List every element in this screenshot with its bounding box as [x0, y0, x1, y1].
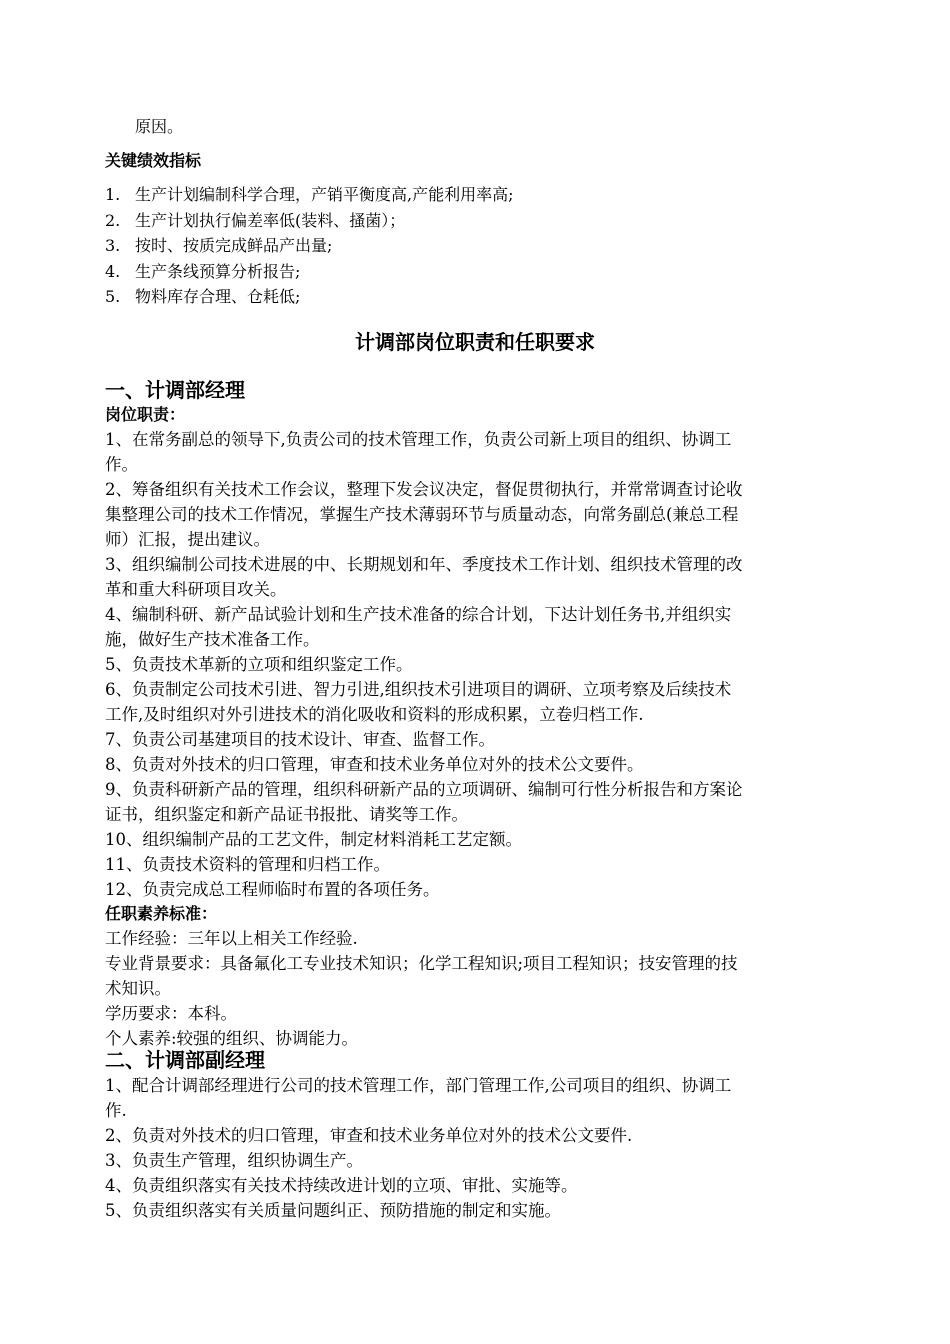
- duty-line: 工作,及时组织对外引进技术的消化吸收和资料的形成积累，立卷归档工作.: [105, 705, 644, 724]
- duty-line: 5、负责技术革新的立项和组织鉴定工作。: [105, 655, 413, 674]
- duty-line: 革和重大科研项目攻关。: [105, 580, 287, 599]
- duty-line: 9、负责科研新产品的管理，组织科研新产品的立项调研、编制可行性分析报告和方案论: [105, 780, 743, 799]
- kpi-item-number: 3.: [105, 236, 121, 255]
- duty-line: 8、负责对外技术的归口管理，审查和技术业务单位对外的技术公文要件。: [105, 755, 644, 774]
- duty-line: 施，做好生产技术准备工作。: [105, 630, 320, 649]
- duty-line: 4、编制科研、新产品试验计划和生产技术准备的综合计划，下达计划任务书,并组织实: [105, 605, 732, 624]
- duty-line: 11、负责技术资料的管理和归档工作。: [105, 855, 390, 874]
- section-heading-manager: 一、计调部经理: [105, 378, 245, 402]
- duty-line: 2、筹备组织有关技术工作会议，整理下发会议决定，督促贯彻执行，并常常调查讨论收: [105, 480, 743, 499]
- duty-line: 集整理公司的技术工作情况，掌握生产技术薄弱环节与质量动态，向常务副总(兼总工程: [105, 505, 739, 524]
- duty-line: 作.: [105, 1101, 127, 1120]
- kpi-item-text: 按时、按质完成鲜品产出量;: [135, 236, 333, 255]
- duty-line: 1、配合计调部经理进行公司的技术管理工作，部门管理工作,公司项目的组织、协调工: [105, 1076, 732, 1095]
- requirement-line: 专业背景要求：具备氟化工专业技术知识；化学工程知识;项目工程知识；技安管理的技: [105, 954, 738, 973]
- deputy-manager-duties: [105, 1073, 845, 1223]
- duties-label: 岗位职责：: [105, 405, 186, 424]
- kpi-item-number: 5.: [105, 287, 121, 306]
- manager-requirements: [105, 926, 845, 1051]
- duty-line: 作。: [105, 455, 138, 474]
- requirements-label: 任职素养标准：: [105, 904, 218, 923]
- kpi-item-number: 2.: [105, 210, 121, 230]
- duty-line: 7、负责公司基建项目的技术设计、审查、监督工作。: [105, 730, 495, 749]
- duty-line: 6、负责制定公司技术引进、智力引进,组织技术引进项目的调研、立项考察及后续技术: [105, 680, 732, 699]
- requirement-line: 工作经验：三年以上相关工作经验.: [105, 929, 358, 948]
- kpi-item-text: 生产计划执行偏差率低(装料、搔菌）；: [135, 210, 406, 230]
- duty-line: 师）汇报，提出建议。: [105, 530, 270, 549]
- duty-line: 4、负责组织落实有关技术持续改进计划的立项、审批、实施等。: [105, 1176, 578, 1195]
- section-heading-deputy-manager: 二、计调部副经理: [105, 1048, 265, 1072]
- kpi-item-text: 生产条线预算分析报告;: [135, 261, 301, 281]
- manager-duties: [105, 427, 845, 902]
- requirement-line: 个人素养:较强的组织、协调能力。: [105, 1029, 359, 1048]
- document-title: 计调部岗位职责和任职要求: [355, 330, 595, 354]
- kpi-heading: 关键绩效指标: [105, 151, 202, 170]
- requirement-line: 术知识。: [105, 979, 171, 998]
- requirement-line: 学历要求：本科。: [105, 1004, 237, 1023]
- continuation-text: 原因。: [135, 117, 184, 136]
- duty-line: 5、负责组织落实有关质量问题纠正、预防措施的制定和实施。: [105, 1201, 561, 1220]
- kpi-item-text: 生产计划编制科学合理，产销平衡度高,产能利用率高;: [135, 185, 514, 204]
- kpi-item-number: 4.: [105, 261, 121, 281]
- duty-line: 证书，组织鉴定和新产品证书报批、请奖等工作。: [105, 805, 468, 824]
- duty-line: 12、负责完成总工程师临时布置的各项任务。: [105, 880, 440, 899]
- duty-line: 3、负责生产管理，组织协调生产。: [105, 1151, 363, 1170]
- duty-line: 2、负责对外技术的归口管理，审查和技术业务单位对外的技术公文要件.: [105, 1126, 633, 1145]
- kpi-item-text: 物料库存合理、仓耗低;: [135, 287, 301, 306]
- kpi-item-number: 1.: [105, 185, 121, 204]
- duty-line: 10、组织编制产品的工艺文件，制定材料消耗工艺定额。: [105, 830, 522, 849]
- duty-line: 3、组织编制公司技术进展的中、长期规划和年、季度技术工作计划、组织技术管理的改: [105, 555, 743, 574]
- duty-line: 1、在常务副总的领导下,负责公司的技术管理工作，负责公司新上项目的组织、协调工: [105, 430, 732, 449]
